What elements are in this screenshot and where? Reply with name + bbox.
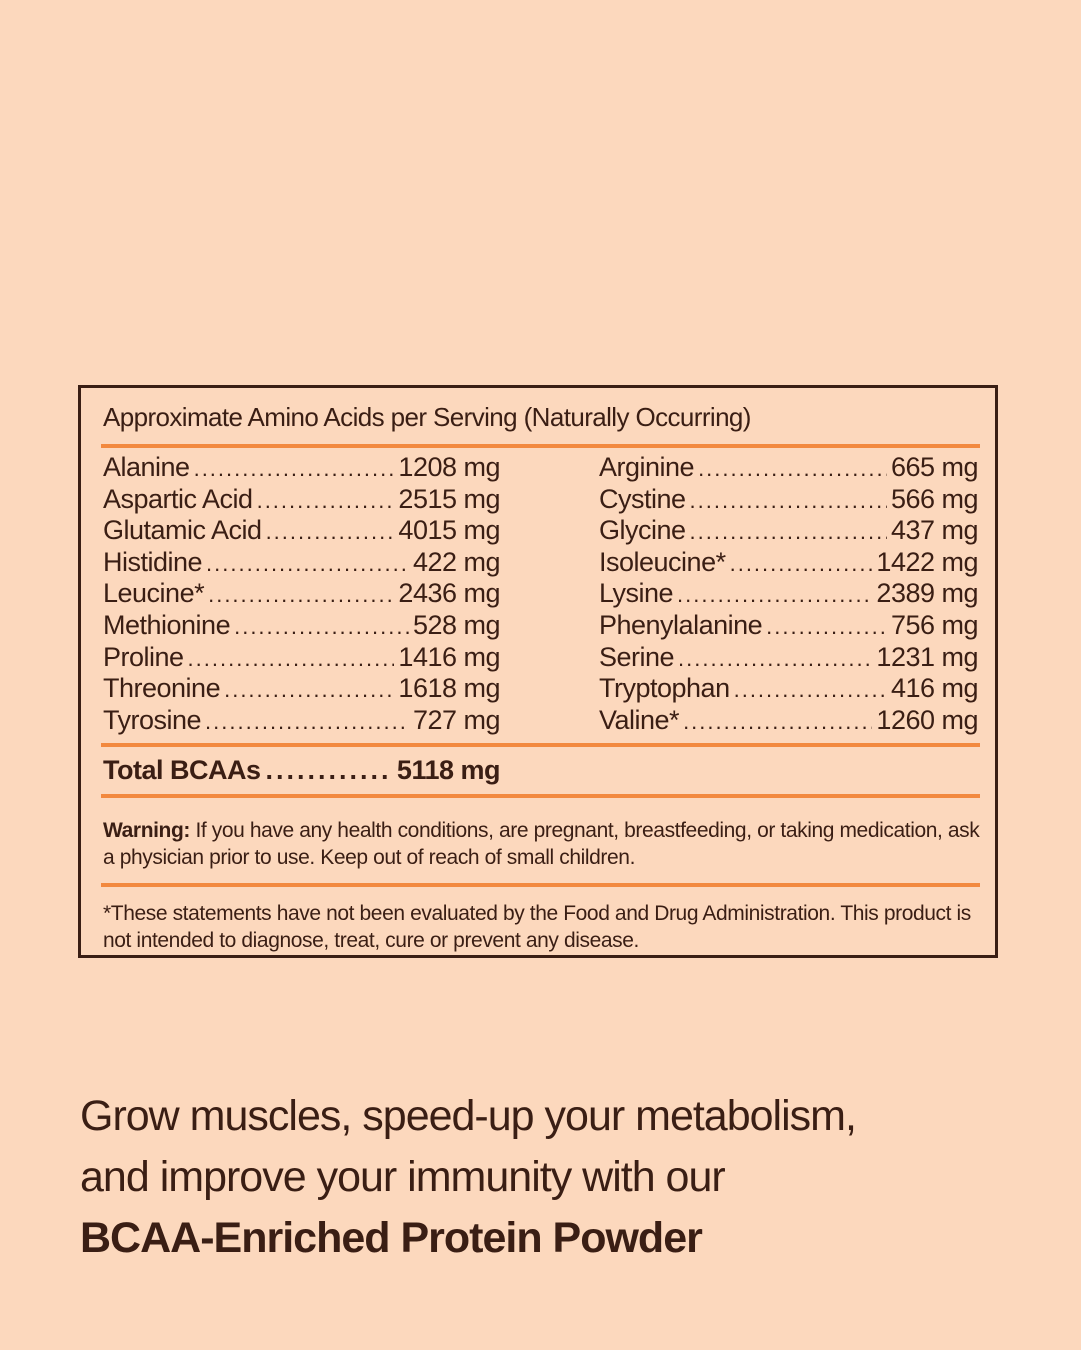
- amino-list-right: [599, 452, 978, 736]
- fda-disclaimer: *These statements have not been evaluated by the Food and Drug Administration. This product is not intended to diagnose, treat, cure or prevent any disease.: [103, 902, 971, 952]
- amino-list-left: [103, 452, 500, 736]
- amino-name: Glycine: [599, 515, 686, 546]
- leader-dots: [677, 582, 872, 608]
- amino-name: Proline: [103, 641, 184, 672]
- panel-title: Approximate Amino Acids per Serving (Naturally Occurring): [103, 402, 751, 432]
- total-divider: [101, 794, 980, 798]
- amino-name: Lysine: [599, 578, 674, 609]
- amino-name: Isoleucine*: [599, 546, 726, 577]
- amino-row: [103, 673, 500, 705]
- leader-dots: [208, 582, 394, 608]
- total-label: Total BCAAs: [103, 755, 261, 785]
- amino-row: [103, 547, 500, 579]
- amino-row: [599, 673, 978, 705]
- amino-value: 2436 mg: [398, 578, 500, 609]
- amino-row: [599, 578, 978, 610]
- leader-dots: [734, 677, 887, 703]
- amino-value: 727 mg: [412, 704, 500, 735]
- amino-row: [103, 515, 500, 547]
- amino-value: 2389 mg: [876, 578, 978, 609]
- amino-value: 566 mg: [890, 483, 978, 514]
- amino-value: 665 mg: [890, 452, 978, 482]
- leader-dots: [266, 755, 392, 786]
- amino-value: 1231 mg: [876, 641, 978, 672]
- total-bcaas-row: [103, 755, 500, 786]
- warning-text: [103, 817, 983, 871]
- amino-value: 2515 mg: [398, 483, 500, 514]
- amino-row: [599, 452, 978, 484]
- amino-row: [599, 642, 978, 674]
- amino-value: 1618 mg: [398, 673, 500, 704]
- amino-name: Cystine: [599, 483, 686, 514]
- list-divider: [101, 743, 980, 747]
- amino-row: [103, 642, 500, 674]
- amino-row: [599, 484, 978, 516]
- amino-name: Tyrosine: [103, 704, 202, 735]
- amino-name: Arginine: [599, 452, 695, 482]
- amino-row: [599, 515, 978, 547]
- promo-headline: [80, 1086, 856, 1269]
- leader-dots: [224, 677, 394, 703]
- amino-row: [103, 484, 500, 516]
- amino-name: Leucine*: [103, 578, 205, 609]
- amino-value: 1422 mg: [876, 546, 978, 577]
- leader-dots: [234, 614, 409, 640]
- amino-value: 4015 mg: [398, 515, 500, 546]
- amino-row: [103, 578, 500, 610]
- amino-row: [599, 547, 978, 579]
- headline-line-1: Grow muscles, speed-up your metabolism,: [80, 1092, 856, 1140]
- amino-name: Tryptophan: [599, 673, 730, 704]
- leader-dots: [690, 519, 887, 545]
- leader-dots: [698, 456, 887, 482]
- amino-value: 1260 mg: [876, 704, 978, 735]
- warning-body: If you have any health conditions, are pregnant, breastfeeding, or taking medication, ask a physician prior to use. Keep out of reach of small children.: [103, 819, 980, 869]
- amino-row: [103, 705, 500, 737]
- leader-dots: [194, 456, 395, 482]
- amino-value: 756 mg: [890, 609, 978, 640]
- headline-line-2: and improve your immunity with our: [80, 1153, 725, 1201]
- leader-dots: [690, 488, 887, 514]
- amino-name: Phenylalanine: [599, 609, 763, 640]
- amino-row: [599, 610, 978, 642]
- warning-label: Warning:: [103, 819, 191, 842]
- amino-value: 422 mg: [412, 546, 500, 577]
- leader-dots: [730, 551, 873, 577]
- amino-row: [103, 610, 500, 642]
- amino-name: Serine: [599, 641, 675, 672]
- leader-dots: [257, 488, 395, 514]
- amino-row: [103, 452, 500, 484]
- amino-name: Histidine: [103, 546, 203, 577]
- amino-value: 416 mg: [890, 673, 978, 704]
- amino-name: Methionine: [103, 609, 231, 640]
- amino-name: Alanine: [103, 452, 190, 482]
- leader-dots: [678, 646, 872, 672]
- warning-divider: [101, 883, 980, 887]
- title-divider: [101, 444, 980, 448]
- amino-name: Threonine: [103, 673, 221, 704]
- amino-name: Glutamic Acid: [103, 515, 262, 546]
- amino-value: 437 mg: [890, 515, 978, 546]
- leader-dots: [683, 709, 872, 735]
- leader-dots: [766, 614, 887, 640]
- amino-value: 528 mg: [412, 609, 500, 640]
- amino-name: Valine*: [599, 704, 680, 735]
- leader-dots: [188, 646, 395, 672]
- amino-row: [599, 705, 978, 737]
- product-name: BCAA-Enriched Protein Powder: [80, 1214, 702, 1262]
- amino-acid-panel: [78, 385, 998, 958]
- amino-value: 1416 mg: [398, 641, 500, 672]
- amino-name: Aspartic Acid: [103, 483, 253, 514]
- leader-dots: [206, 551, 409, 577]
- leader-dots: [205, 709, 409, 735]
- amino-value: 1208 mg: [398, 452, 500, 482]
- leader-dots: [266, 519, 395, 545]
- total-value: 5118 mg: [396, 755, 500, 785]
